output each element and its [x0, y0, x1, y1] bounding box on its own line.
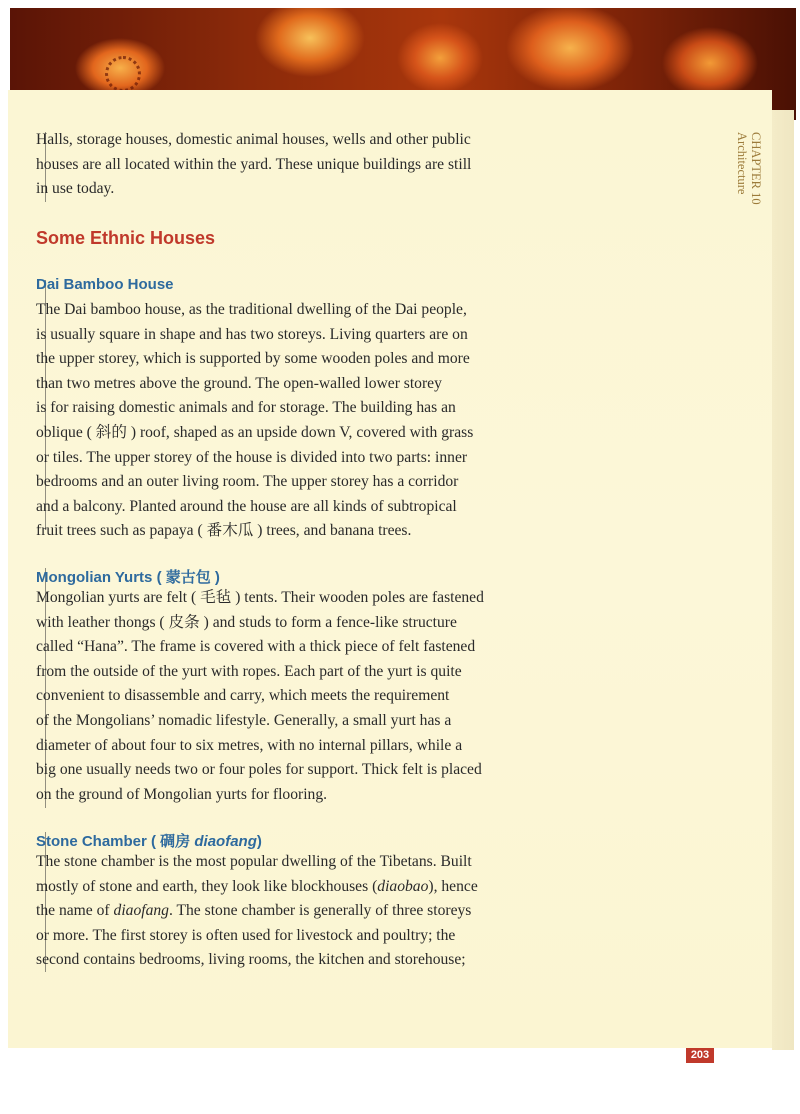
text-line: diameter of about four to six metres, with no internal pillars, while a [36, 736, 463, 754]
chapter-title: Architecture [735, 132, 749, 195]
dai-heading: Dai Bamboo House [36, 276, 174, 293]
section-heading: Some Ethnic Houses [36, 228, 216, 248]
text-span: . The stone chamber is generally of three storeys [168, 902, 472, 920]
text-line: of the Mongolians’ nomadic lifestyle. Generally, a small yurt has a [36, 711, 452, 729]
text-line: big one usually needs two or four poles for support. Thick felt is placed [36, 761, 482, 779]
text-line: Halls, storage houses, domestic animal houses, wells and other public [36, 131, 471, 148]
page-gutter [772, 110, 794, 1050]
text-line: is usually square in shape and has two storeys. Living quarters are on [36, 325, 468, 343]
stone-heading-prefix: Stone Chamber ( 碉房 [36, 833, 195, 850]
text-line: or tiles. The upper storey of the house is divided into two parts: inner [36, 448, 468, 466]
text-line: on the ground of Mongolian yurts for flooring. [36, 785, 328, 803]
text-span-italic: diaobao [377, 877, 429, 895]
text-line: than two metres above the ground. The open-walled lower storey [36, 374, 442, 392]
chapter-tab [735, 132, 763, 205]
stone-heading [36, 830, 262, 851]
text-line: is for raising domestic animals and for storage. The building has an [36, 399, 456, 417]
text-line: bedrooms and an outer living room. The upper storey has a corridor [36, 473, 459, 491]
stone-heading-italic: diaofang [194, 833, 257, 850]
text-line [36, 899, 536, 924]
text-line: The Dai bamboo house, as the traditional dwelling of the Dai people, [36, 301, 467, 318]
text-line: in use today. [36, 180, 115, 198]
yurts-heading: Mongolian Yurts ( 蒙古包 ) [36, 569, 220, 586]
text-line: The stone chamber is the most popular dwelling of the Tibetans. Built [36, 853, 472, 870]
text-line: from the outside of the yurt with ropes. Each part of the yurt is quite [36, 662, 462, 680]
text-span: mostly of stone and earth, they look like blockhouses ( [36, 877, 378, 895]
text-line: houses are all located within the yard. These unique buildings are still [36, 155, 472, 173]
text-line: oblique ( 斜的 ) roof, shaped as an upside down V, covered with grass [36, 423, 474, 441]
text-line: and a balcony. Planted around the house are all kinds of subtropical [36, 497, 457, 515]
text-line: or more. The first storey is often used for livestock and poultry; the [36, 926, 456, 944]
text-line: called “Hana”. The frame is covered with a thick piece of felt fastened [36, 638, 476, 656]
intro-paragraph [36, 128, 536, 202]
text-span: the name of [36, 902, 114, 920]
text-line: convenient to disassemble and carry, which meets the requirement [36, 687, 450, 705]
text-line: fruit trees such as papaya ( 番木瓜 ) trees, and banana trees. [36, 522, 412, 540]
text-line: Mongolian yurts are felt ( 毛毡 ) tents. Their wooden poles are fastened [36, 589, 484, 606]
text-line: the upper storey, which is supported by some wooden poles and more [36, 350, 470, 368]
dai-paragraph [36, 298, 536, 544]
text-line: with leather thongs ( 皮条 ) and studs to form a fence-like structure [36, 613, 457, 631]
yurts-paragraph [36, 586, 536, 807]
lantern-ornament-icon [105, 56, 141, 92]
text-line [36, 875, 536, 900]
text-span-italic: diaofang [113, 902, 169, 920]
stone-paragraph [36, 850, 536, 973]
chapter-label: CHAPTER 10 [749, 132, 763, 205]
page-number: 203 [686, 1048, 714, 1063]
text-span: ), hence [428, 877, 478, 895]
text-line: second contains bedrooms, living rooms, the kitchen and storehouse; [36, 951, 466, 969]
stone-heading-suffix: ) [256, 833, 262, 850]
